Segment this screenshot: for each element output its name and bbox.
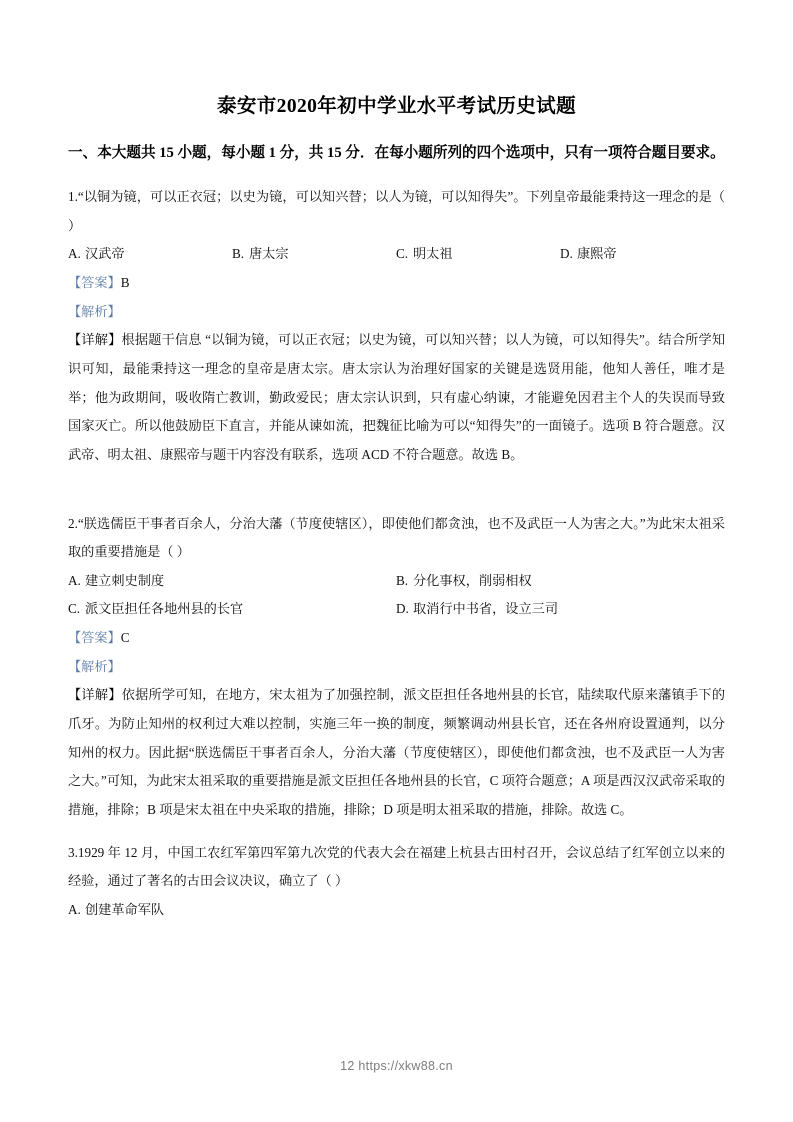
analysis-line	[68, 653, 725, 682]
option-text: 派文臣担任各地州县的长官	[85, 601, 244, 617]
option-label: D.	[560, 246, 573, 262]
answer-line	[68, 624, 725, 653]
detail-tag: 【详解】	[68, 332, 122, 348]
options-row	[68, 896, 725, 925]
option-d[interactable]	[560, 240, 724, 269]
option-a[interactable]	[68, 896, 164, 925]
answer-value: B	[120, 275, 130, 291]
block-spacer	[68, 470, 725, 496]
option-text: 康熙帝	[577, 246, 617, 262]
answer-tag: 【答案】	[68, 275, 121, 291]
option-b[interactable]	[232, 240, 396, 269]
question-stem: 2.“朕选儒臣干事者百余人，分治大藩（节度使辖区），即使他们都贪浊，也不及武臣一人为害之大。”为此宋太祖采取的重要措施是（ ）	[68, 515, 725, 560]
analysis-line	[68, 298, 725, 327]
option-c[interactable]	[68, 595, 396, 624]
options-row	[68, 240, 725, 269]
option-c[interactable]	[396, 240, 560, 269]
detail-body: 根据题干信息 “以铜为镜，可以正衣冠；以史为镜，可以知兴替；以人为镜，可以知得失”。结合所学知识可知，最能秉持这一理念的皇帝是唐太宗。唐太宗认为治理好国家的关键是选贤用能，他知人善任，唯才是举；他为政期间，吸收隋亡教训，勤政爱民；唐太宗认识到，只有虚心纳谏，才能避免因君主个人的失误而导致国家灭亡。所以他鼓励臣下直言，并能从谏如流，把魏征比喻为可以“知得失”的一面镜子。选项 B 符合题意。汉武帝、明太祖、康熙帝与题干内容没有联系，选项 ACD 不符合题意。故选 B。	[68, 332, 726, 462]
answer-line	[68, 269, 725, 298]
option-label: B.	[396, 572, 409, 588]
option-label: C.	[396, 246, 409, 262]
answer-value: C	[120, 630, 130, 646]
option-text: 建立刺史制度	[85, 572, 165, 588]
question-block-2	[68, 510, 725, 825]
options-row	[68, 595, 725, 624]
detail-tag: 【详解】	[68, 687, 122, 703]
option-label: D.	[396, 601, 409, 617]
option-a[interactable]	[68, 240, 232, 269]
answer-tag: 【答案】	[68, 630, 121, 646]
page-footer: 12 https://xkw88.cn	[340, 1059, 453, 1073]
question-stem: 3.1929 年 12 月，中国工农红军第四军第九次党的代表大会在福建上杭县古田村召开，会议总结了红军创立以来的经验，通过了著名的古田会议决议，确立了（ ）	[68, 844, 725, 889]
detail-text	[68, 681, 725, 824]
option-label: A.	[68, 901, 81, 917]
option-b[interactable]	[396, 567, 724, 596]
option-label: A.	[68, 572, 81, 588]
option-text: 汉武帝	[85, 246, 125, 262]
question-block-3	[68, 839, 725, 925]
option-text: 唐太宗	[249, 246, 289, 262]
question-stem: 1.“以铜为镜，可以正衣冠；以史为镜，可以知兴替；以人为镜，可以知得失”。下列皇帝最能秉持这一理念的是（ ）	[68, 189, 725, 233]
analysis-tag: 【解析】	[68, 658, 121, 674]
option-label: B.	[232, 246, 245, 262]
option-a[interactable]	[68, 567, 396, 596]
question-block-1	[68, 183, 725, 469]
section-heading: 一、本大题共 15 小题，每小题 1 分，共 15 分．在每小题所列的四个选项中，只有一项符合题目要求。	[68, 145, 725, 162]
page-title: 泰安市2020年初中学业水平考试历史试题	[216, 96, 576, 117]
page-content	[68, 0, 725, 925]
analysis-tag: 【解析】	[68, 303, 121, 319]
option-label: A.	[68, 246, 81, 262]
detail-text	[68, 326, 725, 469]
option-text: 取消行中书省，设立三司	[413, 601, 559, 617]
option-text: 创建革命军队	[85, 901, 165, 917]
option-d[interactable]	[396, 595, 724, 624]
option-text: 明太祖	[413, 246, 453, 262]
options-row	[68, 567, 725, 596]
option-label: C.	[68, 601, 81, 617]
detail-body: 依据所学可知，在地方，宋太祖为了加强控制，派文臣担任各地州县的长官，陆续取代原来藩镇手下的爪牙。为防止知州的权利过大难以控制，实施三年一换的制度，频繁调动州县长官，还在各州府设置通判，以分知州的权力。因此据“朕选儒臣干事者百余人，分治大藩（节度使辖区），即使他们都贪浊，也不及武臣一人为害之大。”可知，为此宋太祖采取的重要措施是派文臣担任各地州县的长官，C 项符合题意；A 项是西汉汉武帝采取的措施，排除；B 项是宋太祖在中央采取的措施，排除；D 项是明太祖采取的措施，排除。故选 C。	[68, 687, 726, 817]
option-text: 分化事权，削弱相权	[413, 572, 532, 588]
